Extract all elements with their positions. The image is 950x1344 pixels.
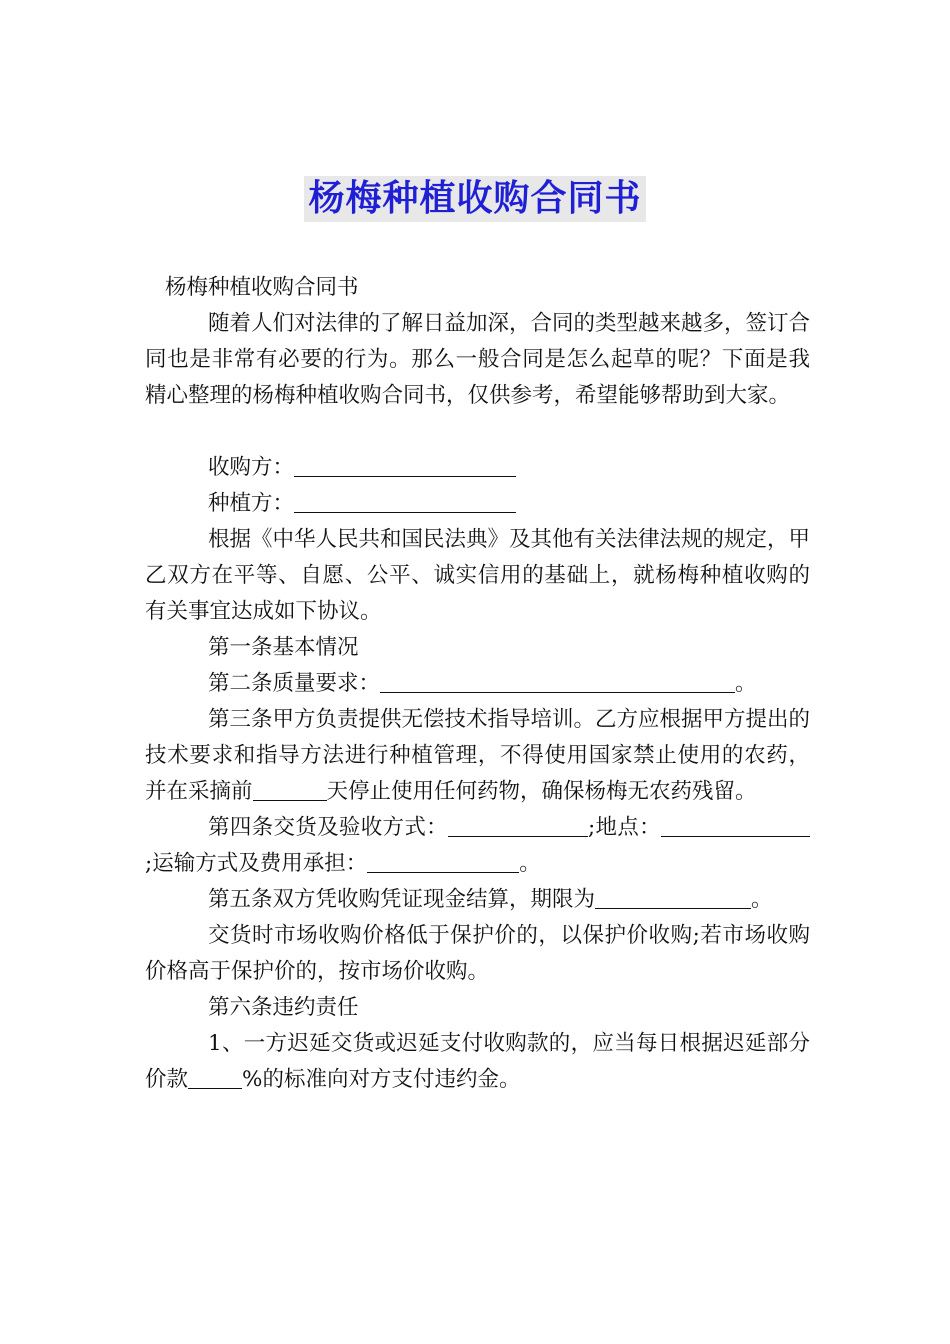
article-4 xyxy=(145,810,810,882)
document-title: 杨梅种植收购合同书 xyxy=(304,176,645,222)
basis-paragraph: 根据《中华人民共和国民法典》及其他有关法律法规的规定，甲乙双方在平等、自愿、公平、诚实信用的基础上，就杨梅种植收购的有关事宜达成如下协议。 xyxy=(145,527,811,624)
party-buyer-blank xyxy=(294,454,516,477)
article-1: 第一条基本情况 xyxy=(208,635,359,660)
party-buyer-label: 收购方： xyxy=(208,455,295,480)
article-2 xyxy=(145,666,810,702)
title-block xyxy=(0,176,950,222)
article-3-text-b: 天停止使用任何药物，确保杨梅无农药残留。 xyxy=(326,779,757,804)
article-4-text-a: 第四条交货及验收方式： xyxy=(208,815,448,840)
subtitle: 杨梅种植收购合同书 xyxy=(165,275,359,300)
item-1-blank xyxy=(188,1066,242,1089)
article-3 xyxy=(145,702,810,810)
item-1-text-a: 1、一方迟延交货或迟延支付收购款的，应当每日根据迟延部分价款 xyxy=(145,1031,810,1092)
party-buyer-line xyxy=(145,450,810,486)
article-4-blank-2 xyxy=(661,814,775,837)
article-2-blank xyxy=(380,670,735,693)
blank-line xyxy=(145,414,810,450)
article-3-blank xyxy=(253,778,327,801)
article-4-blank-1 xyxy=(448,814,588,837)
party-grower-line xyxy=(145,486,810,522)
document-body xyxy=(145,270,810,1098)
article-3-text-a: 第三条甲方负责提供无偿技术指导培训。乙方应根据甲方提出的技术要求和指导方法进行种植管理，不得使用国家禁止使用的农药，并在采摘前 xyxy=(145,707,811,804)
article-6-item-1 xyxy=(145,1026,810,1098)
article-2-label: 第二条质量要求： xyxy=(208,671,381,696)
article-5 xyxy=(145,882,810,918)
party-grower-label: 种植方： xyxy=(208,491,295,516)
article-5-blank xyxy=(595,886,751,909)
article-4-blank-2-cont xyxy=(775,814,810,837)
intro-paragraph: 随着人们对法律的了解日益加深，合同的类型越来越多，签订合同也是非常有必要的行为。那么一般合同是怎么起草的呢？下面是我精心整理的杨梅种植收购合同书，仅供参考，希望能够帮助到大家。 xyxy=(145,311,811,408)
article-5-text: 第五条双方凭收购凭证现金结算，期限为 xyxy=(208,887,596,912)
article-4-end: 。 xyxy=(519,851,541,876)
article-4-blank-3 xyxy=(367,850,519,873)
article-4-text-c: ;运输方式及费用承担： xyxy=(145,851,368,876)
article-4-text-b: ;地点： xyxy=(587,815,661,840)
party-grower-blank xyxy=(294,490,516,513)
price-clause: 交货时市场收购价格低于保护价的，以保护价收购;若市场收购价格高于保护价的，按市场价收购。 xyxy=(145,923,810,984)
item-1-text-b: %的标准向对方支付违约金。 xyxy=(242,1067,521,1092)
article-6: 第六条违约责任 xyxy=(208,995,359,1020)
article-5-end: 。 xyxy=(751,887,773,912)
article-2-end: 。 xyxy=(735,671,757,696)
